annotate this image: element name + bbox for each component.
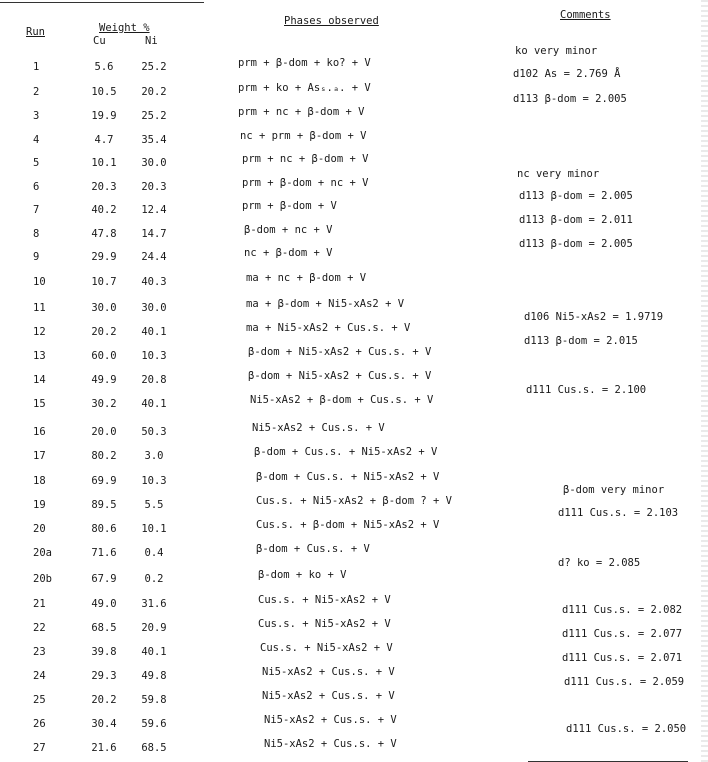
ni-cell: 14.7 [141,228,167,240]
ni-cell: 30.0 [141,302,167,314]
phases-cell: Cus.s. + Ni5-xAs2 + β-dom ? + V [256,495,452,507]
comment-line: d? ko = 2.085 [558,557,641,569]
cu-cell: 89.5 [91,499,117,511]
comment-line: d111 Cus.s. = 2.050 [566,723,687,735]
ni-cell: 10.3 [141,350,167,362]
ni-cell: 3.0 [144,450,164,462]
phases-cell: ma + Ni5-xAs2 + Cus.s. + V [246,322,411,334]
ni-cell: 20.9 [141,622,167,634]
run-cell: 15 [33,398,46,410]
cu-cell: 20.3 [91,181,117,193]
run-cell: 22 [33,622,46,634]
phases-cell: prm + β-dom + ko? + V [238,57,371,69]
comment-line: d111 Cus.s. = 2.103 [558,507,679,519]
ni-cell: 40.1 [141,326,167,338]
comment-line: d106 Ni5-xAs2 = 1.9719 [524,311,664,323]
phases-cell: Ni5-xAs2 + Cus.s. + V [262,666,395,678]
phases-cell: prm + β-dom + nc + V [242,177,369,189]
cu-cell: 60.0 [91,350,117,362]
cu-cell: 4.7 [94,134,114,146]
run-cell: 23 [33,646,46,658]
run-cell: 20a [33,547,52,559]
comment-line: d113 β-dom = 2.005 [519,190,633,202]
phases-cell: prm + nc + β-dom + V [242,153,369,165]
ni-cell: 0.4 [144,547,164,559]
cu-cell: 5.6 [94,61,114,73]
run-cell: 5 [33,157,40,169]
cu-cell: 68.5 [91,622,117,634]
page-edge [701,0,708,762]
phases-cell: β-dom + Ni5-xAs2 + Cus.s. + V [248,370,432,382]
run-cell: 16 [33,426,46,438]
run-cell: 4 [33,134,40,146]
run-cell: 6 [33,181,40,193]
cu-cell: 19.9 [91,110,117,122]
cu-cell: 30.4 [91,718,117,730]
run-cell: 24 [33,670,46,682]
cu-cell: 49.0 [91,598,117,610]
cu-cell: 80.2 [91,450,117,462]
cu-cell: 30.2 [91,398,117,410]
phases-cell: Ni5-xAs2 + Cus.s. + V [252,422,385,434]
cu-cell: 80.6 [91,523,117,535]
phases-cell: β-dom + Cus.s. + V [256,543,370,555]
ni-cell: 25.2 [141,110,167,122]
run-cell: 7 [33,204,40,216]
cu-cell: 20.2 [91,326,117,338]
cu-cell: 69.9 [91,475,117,487]
comment-line: d111 Cus.s. = 2.059 [564,676,685,688]
top-rule [0,2,204,3]
phases-cell: Ni5-xAs2 + Cus.s. + V [264,714,397,726]
run-cell: 10 [33,276,46,288]
cu-cell: 29.3 [91,670,117,682]
run-cell: 13 [33,350,46,362]
phases-cell: β-dom + ko + V [258,569,347,581]
comment-line: d111 Cus.s. = 2.082 [562,604,683,616]
phases-cell: ma + β-dom + Ni5-xAs2 + V [246,298,405,310]
phases-cell: β-dom + Ni5-xAs2 + Cus.s. + V [248,346,432,358]
comment-line: d113 β-dom = 2.005 [519,238,633,250]
run-cell: 27 [33,742,46,754]
ni-cell: 10.1 [141,523,167,535]
phases-cell: β-dom + Cus.s. + Ni5-xAs2 + V [256,471,440,483]
run-cell: 26 [33,718,46,730]
ni-cell: 59.6 [141,718,167,730]
cu-cell: 10.5 [91,86,117,98]
cu-cell: 30.0 [91,302,117,314]
phases-cell: Cus.s. + Ni5-xAs2 + V [260,642,393,654]
ni-cell: 10.3 [141,475,167,487]
cu-cell: 39.8 [91,646,117,658]
run-cell: 11 [33,302,46,314]
cu-cell: 21.6 [91,742,117,754]
ni-cell: 0.2 [144,573,164,585]
phases-cell: prm + β-dom + V [242,200,337,212]
ni-cell: 50.3 [141,426,167,438]
cu-cell: 47.8 [91,228,117,240]
comment-line: nc very minor [517,168,600,180]
run-cell: 20 [33,523,46,535]
comment-line: d111 Cus.s. = 2.071 [562,652,683,664]
comment-line: β-dom very minor [563,484,665,496]
phases-cell: Cus.s. + Ni5-xAs2 + V [258,618,391,630]
run-cell: 18 [33,475,46,487]
phases-cell: prm + nc + β-dom + V [238,106,365,118]
phases-cell: β-dom + Cus.s. + Ni5-xAs2 + V [254,446,438,458]
comment-line: d102 As = 2.769 Å [513,68,621,80]
header-comments: Comments [560,9,611,21]
phases-cell: β-dom + nc + V [244,224,333,236]
comment-line: d111 Cus.s. = 2.100 [526,384,647,396]
ni-cell: 31.6 [141,598,167,610]
ni-cell: 68.5 [141,742,167,754]
run-cell: 21 [33,598,46,610]
header-weight: Weight % [99,22,150,34]
phases-cell: Ni5-xAs2 + Cus.s. + V [262,690,395,702]
comment-line: d111 Cus.s. = 2.077 [562,628,683,640]
run-cell: 9 [33,251,40,263]
phases-cell: prm + ko + Asₛ.ₐ. + V [238,82,371,94]
phases-cell: nc + prm + β-dom + V [240,130,367,142]
run-cell: 1 [33,61,40,73]
comment-line: d113 β-dom = 2.015 [524,335,638,347]
phases-cell: nc + β-dom + V [244,247,333,259]
ni-cell: 12.4 [141,204,167,216]
ni-cell: 20.2 [141,86,167,98]
phases-cell: Ni5-xAs2 + Cus.s. + V [264,738,397,750]
run-cell: 8 [33,228,40,240]
header-ni: Ni [145,35,158,47]
header-cu: Cu [93,35,106,47]
ni-cell: 20.3 [141,181,167,193]
cu-cell: 29.9 [91,251,117,263]
ni-cell: 40.1 [141,646,167,658]
cu-cell: 40.2 [91,204,117,216]
ni-cell: 24.4 [141,251,167,263]
ni-cell: 20.8 [141,374,167,386]
cu-cell: 49.9 [91,374,117,386]
cu-cell: 20.0 [91,426,117,438]
phases-cell: ma + nc + β-dom + V [246,272,367,284]
ni-cell: 25.2 [141,61,167,73]
run-cell: 14 [33,374,46,386]
run-cell: 20b [33,573,52,585]
ni-cell: 49.8 [141,670,167,682]
header-run: Run [26,26,45,38]
cu-cell: 10.1 [91,157,117,169]
ni-cell: 35.4 [141,134,167,146]
run-cell: 17 [33,450,46,462]
ni-cell: 40.3 [141,276,167,288]
cu-cell: 71.6 [91,547,117,559]
phases-cell: Ni5-xAs2 + β-dom + Cus.s. + V [250,394,434,406]
cu-cell: 20.2 [91,694,117,706]
header-phases: Phases observed [284,15,379,27]
run-cell: 25 [33,694,46,706]
cu-cell: 67.9 [91,573,117,585]
ni-cell: 30.0 [141,157,167,169]
run-cell: 19 [33,499,46,511]
phases-cell: Cus.s. + β-dom + Ni5-xAs2 + V [256,519,440,531]
comment-line: d113 β-dom = 2.005 [513,93,627,105]
run-cell: 2 [33,86,40,98]
cu-cell: 10.7 [91,276,117,288]
run-cell: 3 [33,110,40,122]
phases-cell: Cus.s. + Ni5-xAs2 + V [258,594,391,606]
ni-cell: 40.1 [141,398,167,410]
comment-line: d113 β-dom = 2.011 [519,214,633,226]
run-cell: 12 [33,326,46,338]
ni-cell: 5.5 [144,499,164,511]
ni-cell: 59.8 [141,694,167,706]
comment-line: ko very minor [515,45,598,57]
